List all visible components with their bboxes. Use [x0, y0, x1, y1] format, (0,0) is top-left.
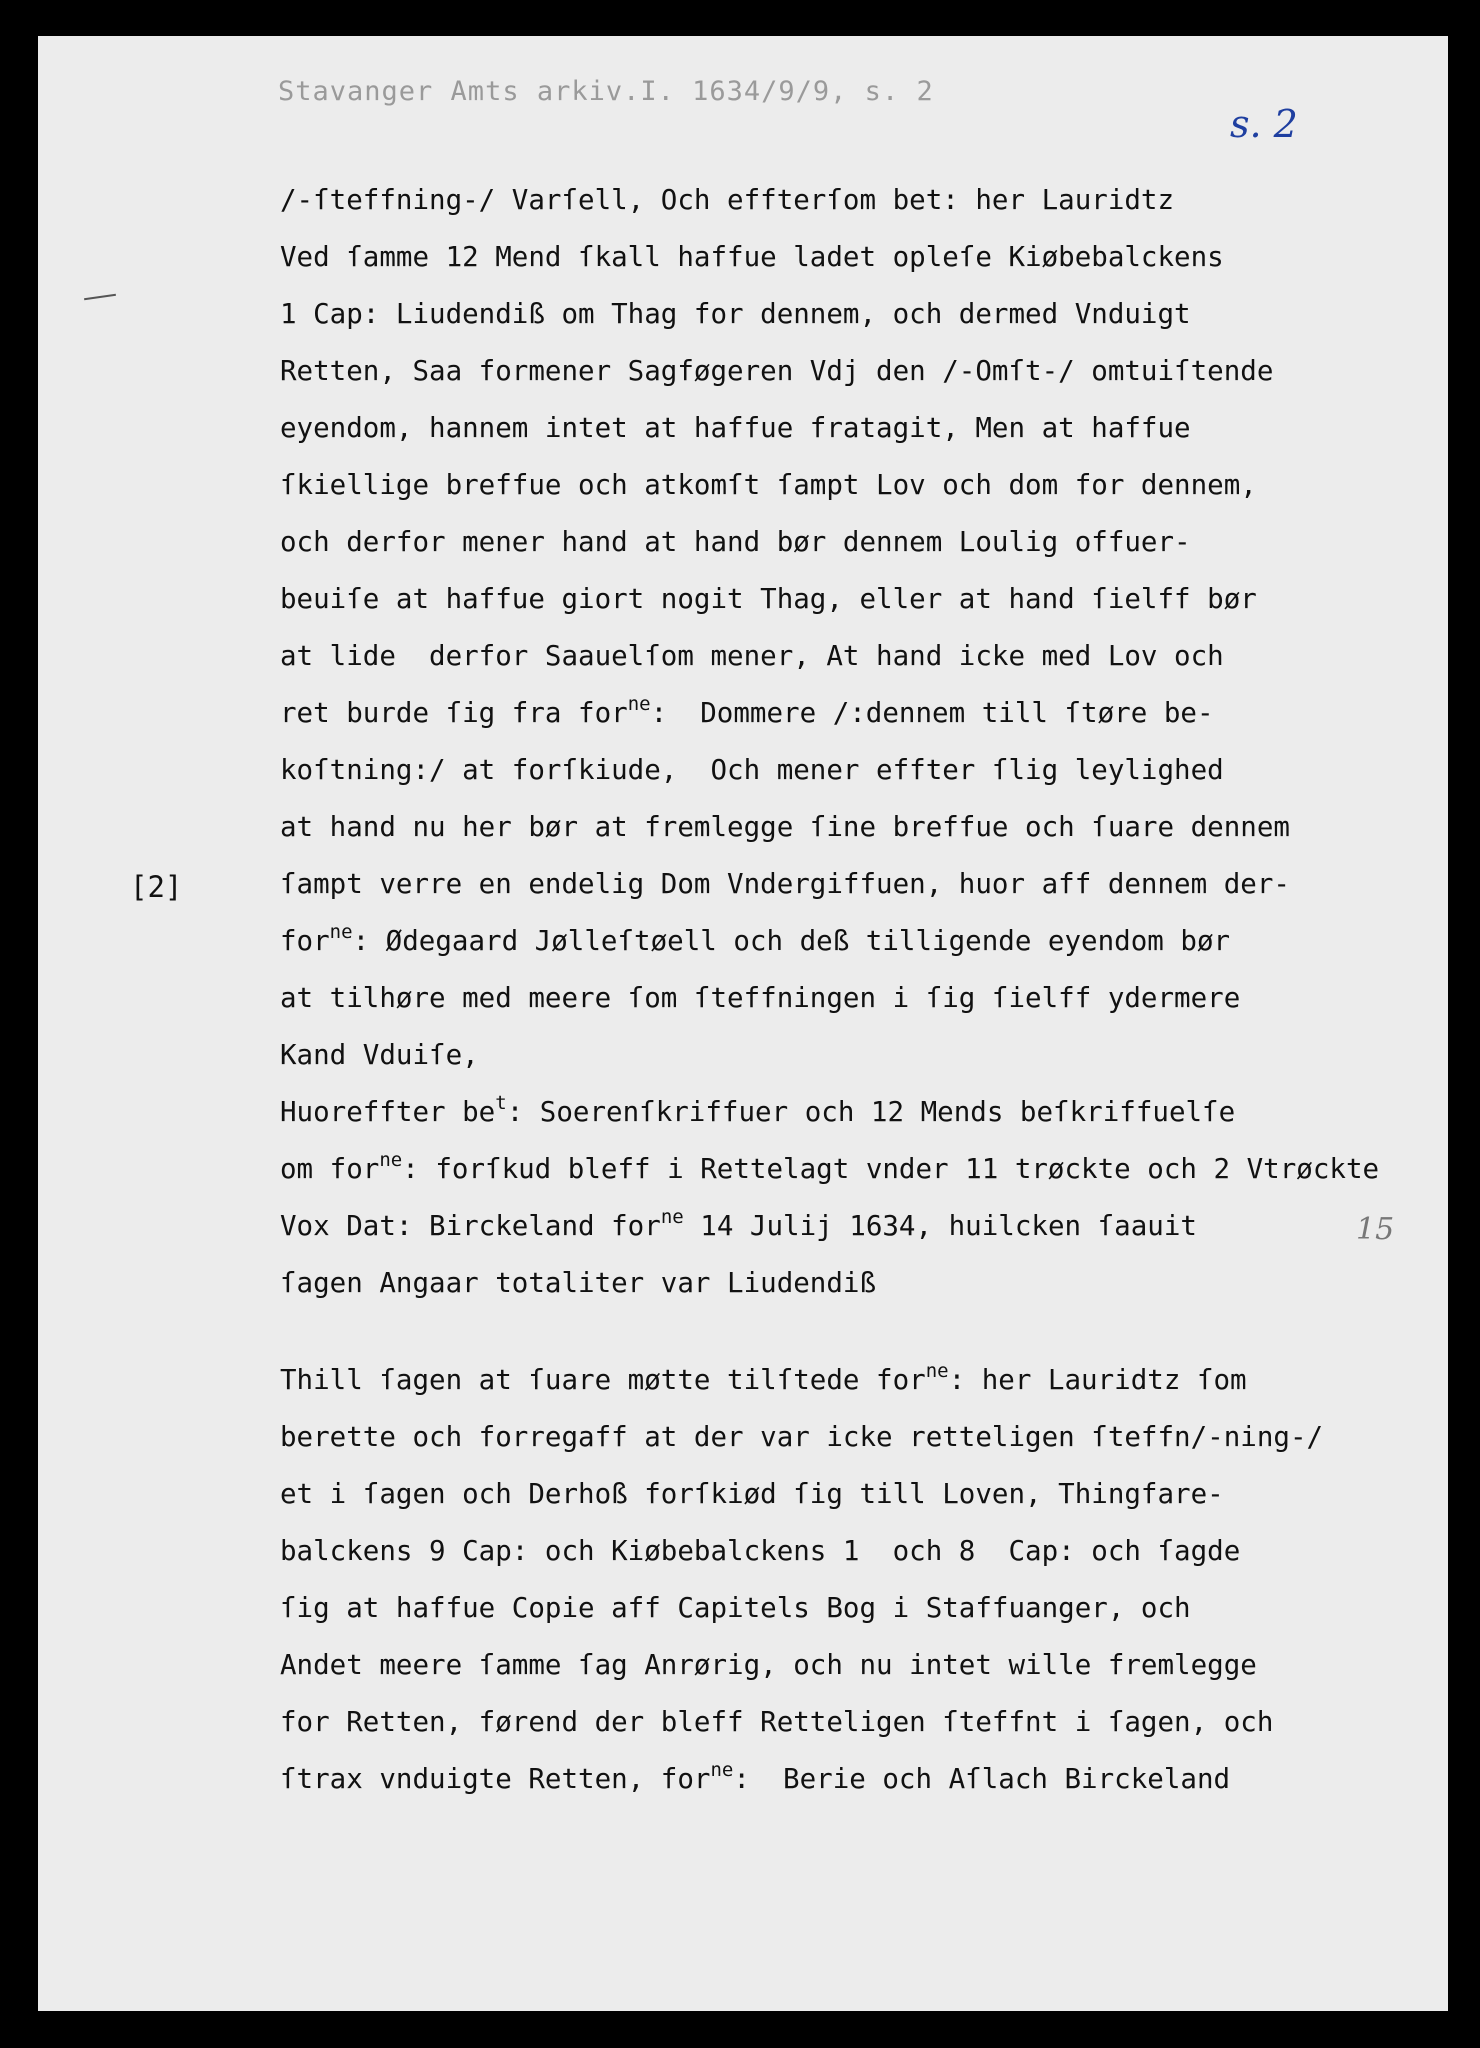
- text-line: [280, 172, 1379, 229]
- text-line: [280, 799, 1379, 856]
- text-line: [280, 457, 1379, 514]
- text-segment: balckens 9 Cap: och Kiøbebalckens 1 och 8 Cap: och ſagde: [280, 1535, 1241, 1567]
- text-line: [280, 514, 1379, 571]
- text-segment: Thill ſagen at ſuare møtte tilſtede for: [280, 1364, 926, 1396]
- text-segment: at hand nu her bør at fremlegge ſine breffue och ſuare dennem: [280, 811, 1290, 843]
- margin-pencil-mark: [84, 294, 116, 300]
- text-segment: berette och forregaff at der var icke retteligen ſteffn/-ning-/: [280, 1421, 1324, 1453]
- text-segment: koſtning:/ at forſkiude, Och mener effter ſlig leylighed: [280, 754, 1224, 786]
- margin-reference: [2]: [130, 870, 183, 904]
- text-line: [280, 913, 1379, 970]
- text-segment: 14 Julij 1634, huilcken ſaauit: [683, 1210, 1197, 1242]
- text-line: [280, 1027, 1379, 1084]
- text-segment: Ved ſamme 12 Mend ſkall haffue ladet opleſe Kiøbebalckens: [280, 241, 1224, 273]
- text-line: [280, 286, 1379, 343]
- superscript-abbreviation: ne: [925, 1360, 949, 1382]
- text-segment: Retten, Saa formener Sagføgeren Vdj den /-Omſt-/ omtuiſtende: [280, 355, 1274, 387]
- text-line: [280, 1637, 1323, 1694]
- text-segment: eyendom, hannem intet at haffue fratagit, Men at haffue: [280, 412, 1191, 444]
- text-segment: : forſkud bleff i Rettelagt vnder 11 trøckte och 2 Vtrøckte: [402, 1153, 1380, 1185]
- text-segment: Kand Vduiſe,: [280, 1039, 479, 1071]
- text-line: [280, 1198, 1379, 1255]
- text-segment: ſig at haffue Copie aff Capitels Bog i Staffuanger, och: [280, 1592, 1191, 1624]
- text-segment: : Dommere /:dennem till ſtøre be-: [650, 697, 1214, 729]
- document-page: [38, 36, 1448, 2011]
- text-segment: ſampt verre en endelig Dom Vndergiffuen, huor aff dennem der-: [280, 868, 1290, 900]
- paragraph-2: [280, 1352, 1323, 1808]
- superscript-abbreviation: ne: [379, 1149, 403, 1171]
- text-segment: 1 Cap: Liudendiß om Thag for dennem, och dermed Vnduigt: [280, 298, 1191, 330]
- text-segment: at tilhøre med meere ſom ſteffningen i ſig ſielff ydermere: [280, 982, 1241, 1014]
- page-number: s. 2: [1230, 102, 1298, 146]
- superscript-abbreviation: ne: [329, 921, 353, 943]
- text-line: [280, 229, 1379, 286]
- text-line: [280, 1694, 1323, 1751]
- superscript-abbreviation: ne: [627, 693, 651, 715]
- text-segment: ſkiellige breffue och atkomſt ſampt Lov och dom for dennem,: [280, 469, 1257, 501]
- text-line: [280, 1352, 1323, 1409]
- superscript-abbreviation: ne: [710, 1759, 734, 1781]
- text-segment: ſagen Angaar totaliter var Liudendiß: [280, 1267, 877, 1299]
- archive-header: Stavanger Amts arkiv.I. 1634/9/9, s. 2: [278, 76, 934, 107]
- text-line: [280, 1409, 1323, 1466]
- text-line: [280, 970, 1379, 1027]
- text-segment: : her Lauridtz ſom: [948, 1364, 1247, 1396]
- text-line: [280, 400, 1379, 457]
- text-line: [280, 343, 1379, 400]
- text-segment: Huoreffter be: [280, 1096, 496, 1128]
- text-line: [280, 742, 1379, 799]
- superscript-abbreviation: t: [495, 1092, 507, 1114]
- text-segment: : Berie och Aſlach Birckeland: [733, 1763, 1231, 1795]
- text-segment: ſtrax vnduigte Retten, for: [280, 1763, 711, 1795]
- paragraph-1: [280, 172, 1379, 1312]
- text-segment: : Ødegaard Jølleſtøell och deß tilligende eyendom bør: [352, 925, 1231, 957]
- margin-note: 15: [1356, 1212, 1395, 1247]
- text-segment: at lide derfor Saauelſom mener, At hand icke med Lov och: [280, 640, 1224, 672]
- text-line: [280, 1466, 1323, 1523]
- text-segment: beuiſe at haffue giort nogit Thag, eller at hand ſielff bør: [280, 583, 1257, 615]
- text-segment: och derfor mener hand at hand bør dennem Loulig offuer-: [280, 526, 1191, 558]
- text-line: [280, 1523, 1323, 1580]
- text-line: [280, 571, 1379, 628]
- text-line: [280, 1084, 1379, 1141]
- text-line: [280, 628, 1379, 685]
- text-segment: Vox Dat: Birckeland for: [280, 1210, 661, 1242]
- text-line: [280, 856, 1379, 913]
- text-segment: : Soerenſkriffuer och 12 Mends beſkriffuelſe: [506, 1096, 1236, 1128]
- text-segment: Andet meere ſamme ſag Anrørig, och nu intet wille fremlegge: [280, 1649, 1257, 1681]
- text-line: [280, 1580, 1323, 1637]
- text-segment: et i ſagen och Derhoß forſkiød ſig till Loven, Thingfare-: [280, 1478, 1224, 1510]
- text-segment: om for: [280, 1153, 380, 1185]
- text-line: [280, 1141, 1379, 1198]
- text-line: [280, 1255, 1379, 1312]
- text-segment: for Retten, førend der bleff Retteligen ſteffnt i ſagen, och: [280, 1706, 1274, 1738]
- text-segment: ret burde ſig fra for: [280, 697, 628, 729]
- superscript-abbreviation: ne: [660, 1206, 684, 1228]
- text-segment: for: [280, 925, 330, 957]
- text-segment: /-ſteffning-/ Varſell, Och effterſom bet: her Lauridtz: [280, 184, 1175, 216]
- text-line: [280, 1751, 1323, 1808]
- text-line: [280, 685, 1379, 742]
